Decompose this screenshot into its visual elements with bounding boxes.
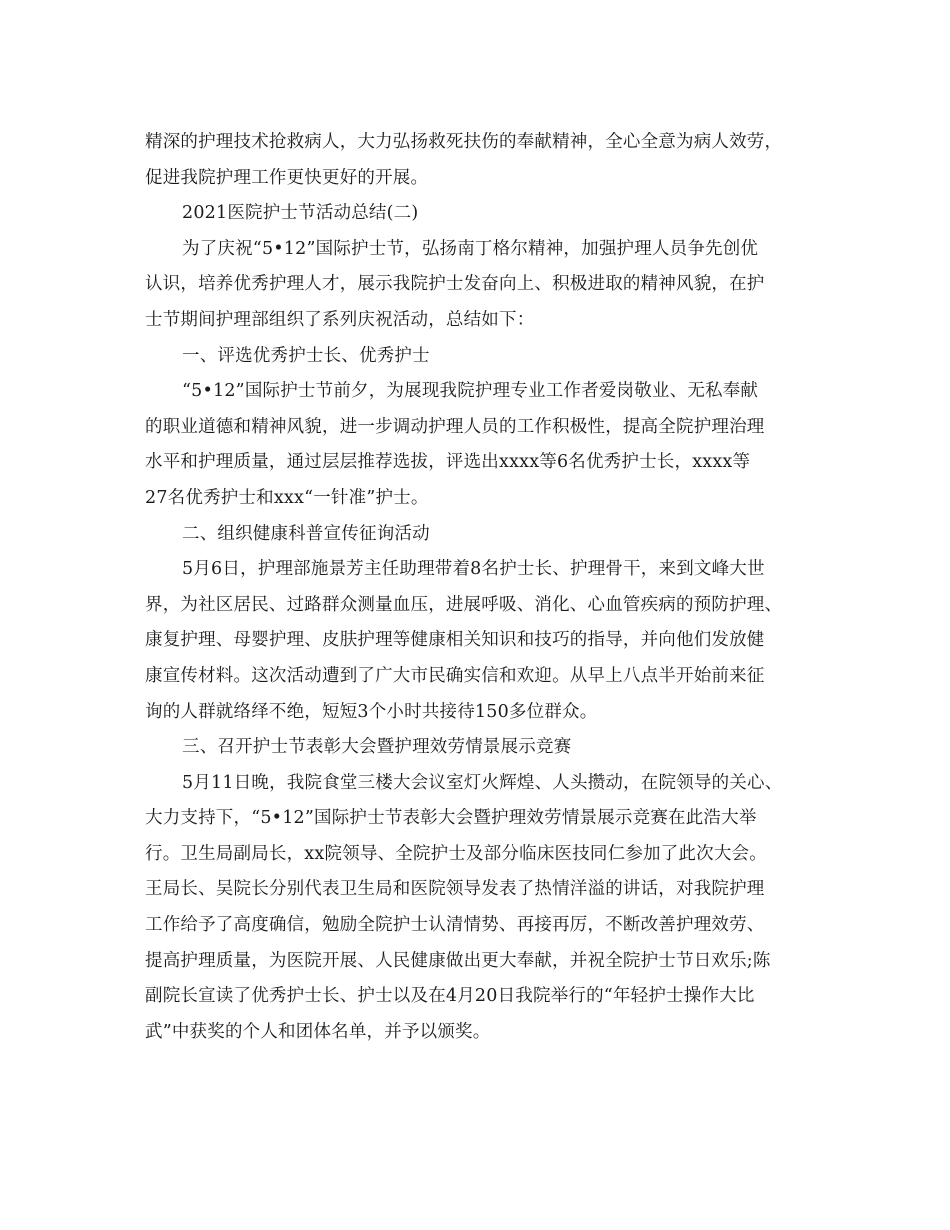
paragraph-line: 副院长宣读了优秀护士长、护士以及在4月20日我院举行的“年轻护士操作大比 xyxy=(145,986,755,1007)
paragraph-first-line: “5•12”国际护士节前夕，为展现我院护理专业工作者爱岗敬业、无私奉献 xyxy=(182,381,759,402)
paragraph-line: 大力支持下，“5•12”国际护士节表彰大会暨护理效劳情景展示竞赛在此浩大举 xyxy=(145,808,757,829)
paragraph-line: 认识，培养优秀护理人才，展示我院护士发奋向上、积极进取的精神风貌，在护 xyxy=(145,274,765,295)
document-body xyxy=(145,125,815,1050)
paragraph-line: 促进我院护理工作更快更好的开展。 xyxy=(145,167,429,188)
paragraph-line: 王局长、吴院长分别代表卫生局和医院领导发表了热情洋溢的讲话，对我院护理 xyxy=(145,879,765,900)
paragraph-line: 27名优秀护士和xxx“一针准”护士。 xyxy=(145,487,429,508)
paragraph-line: 康宣传材料。这次活动遭到了广大市民确实信和欢迎。从早上八点半开始前来征 xyxy=(145,665,765,686)
paragraph-line: 询的人群就络绎不绝，短短3个小时共接待150多位群众。 xyxy=(145,701,598,722)
paragraph-first-line: 5月11日晚，我院食堂三楼大会议室灯火辉煌、人头攒动，在院领导的关心、 xyxy=(182,772,783,793)
paragraph-line: 界，为社区居民、过路群众测量血压，进展呼吸、消化、心血管疾病的预防护理、 xyxy=(145,594,783,615)
paragraph-first-line: 三、召开护士节表彰大会暨护理效劳情景展示竞赛 xyxy=(182,737,572,758)
paragraph-line: 的职业道德和精神风貌，进一步调动护理人员的工作积极性，提高全院护理治理 xyxy=(145,416,765,437)
paragraph-first-line: 一、评选优秀护士长、优秀护士 xyxy=(182,345,430,366)
paragraph-line: 武”中获奖的个人和团体名单，并予以颁奖。 xyxy=(145,1021,491,1042)
paragraph-line: 士节期间护理部组织了系列庆祝活动，总结如下： xyxy=(145,309,535,330)
paragraph-first-line: 2021医院护士节活动总结(二) xyxy=(182,203,419,224)
paragraph-line: 行。卫生局副局长，xx院领导、全院护士及部分临床医技同仁参加了此次大会。 xyxy=(145,843,767,864)
paragraph-line: 提高护理质量，为医院开展、人民健康做出更大奉献，并祝全院护士节日欢乐;陈 xyxy=(145,950,771,971)
paragraph-first-line: 二、组织健康科普宣传征询活动 xyxy=(182,523,430,544)
paragraph-first-line: 5月6日，护理部施景芳主任助理带着8名护士长、护理骨干，来到文峰大世 xyxy=(182,559,765,580)
paragraph-line: 水平和护理质量，通过层层推荐选拔，评选出xxxx等6名优秀护士长，xxxx等 xyxy=(145,452,751,473)
paragraph-first-line: 为了庆祝“5•12”国际护士节，弘扬南丁格尔精神，加强护理人员争先创优 xyxy=(182,238,759,259)
paragraph-line: 工作给予了高度确信，勉励全院护士认清情势、再接再厉，不断改善护理效劳、 xyxy=(145,915,765,936)
paragraph-line: 康复护理、母婴护理、皮肤护理等健康相关知识和技巧的指导，并向他们发放健 xyxy=(145,630,765,651)
paragraph-line: 精深的护理技术抢救病人，大力弘扬救死扶伤的奉献精神，全心全意为病人效劳， xyxy=(145,132,783,152)
